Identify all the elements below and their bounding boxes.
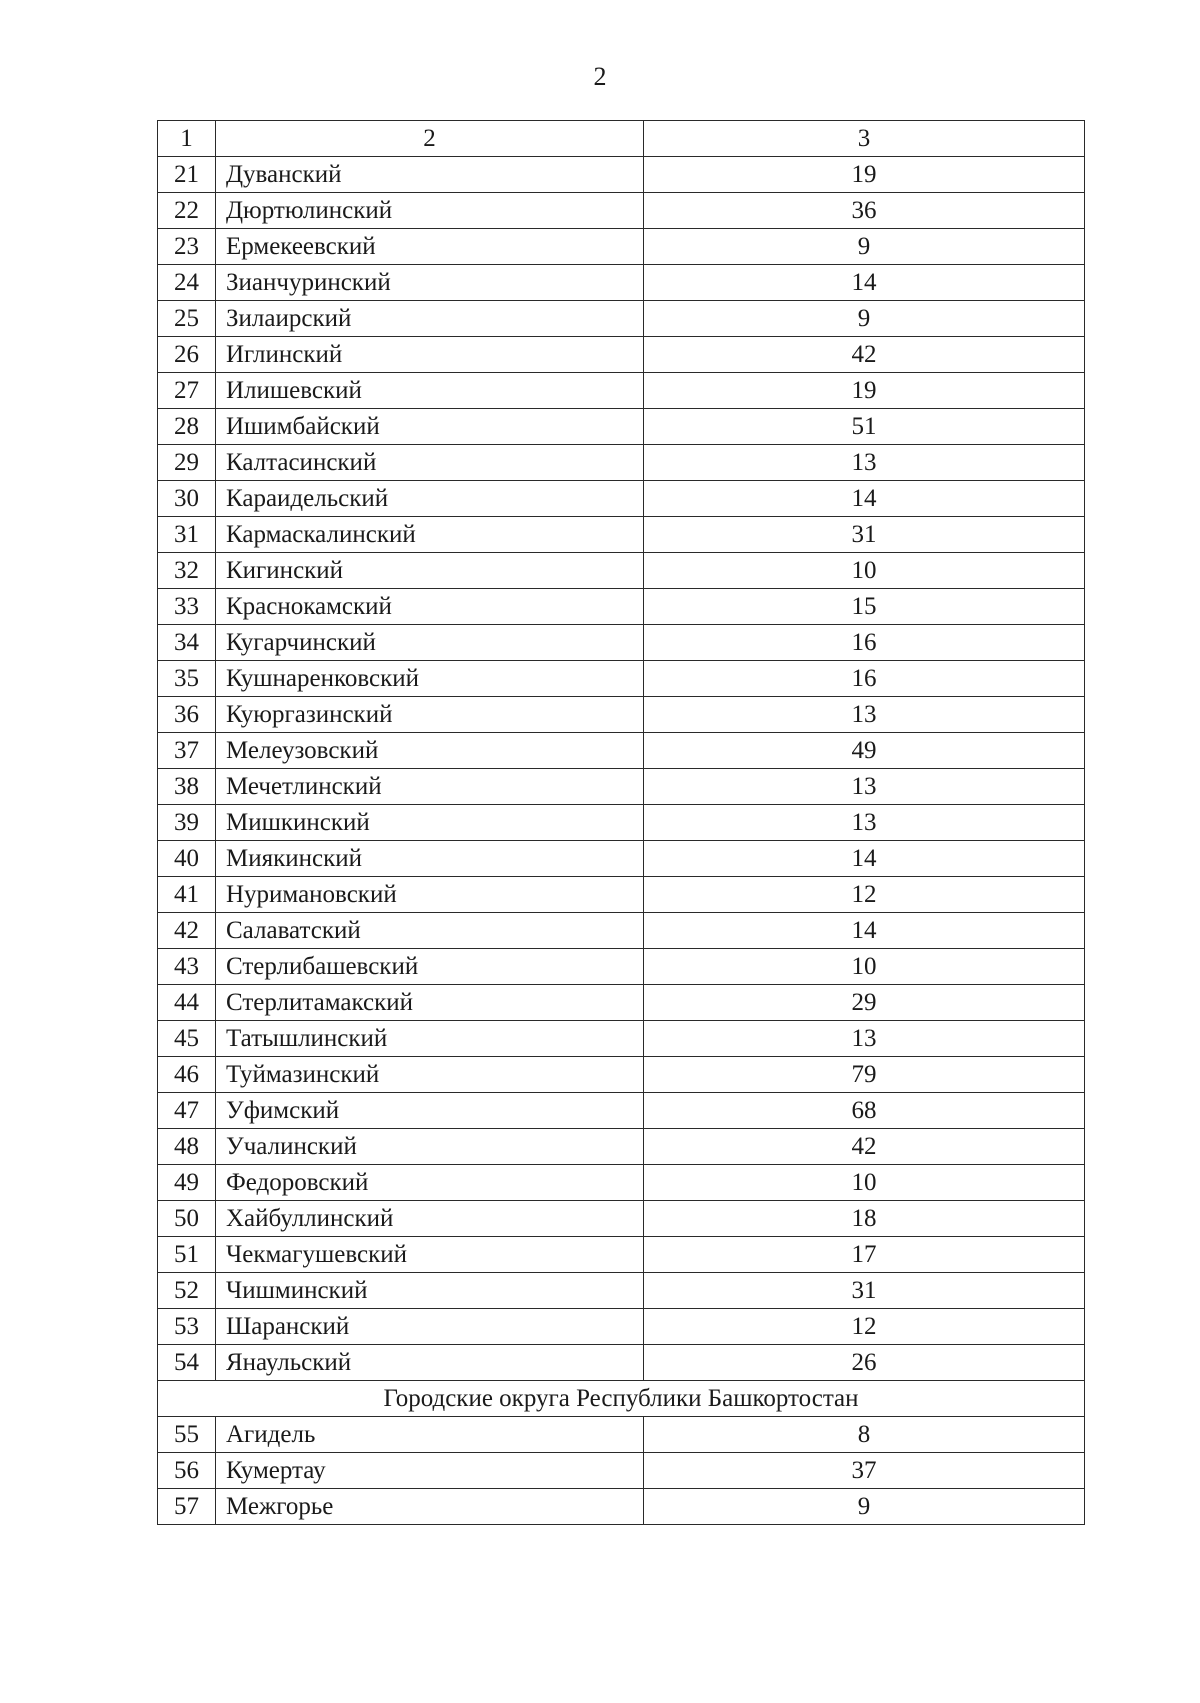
- count-value-cell: 13: [644, 697, 1085, 733]
- header-cell-name: 2: [216, 121, 644, 157]
- row-number-cell: 23: [158, 229, 216, 265]
- table-row: [158, 481, 1085, 517]
- district-name-cell: Чишминский: [216, 1273, 644, 1309]
- count-value-cell: 68: [644, 1093, 1085, 1129]
- district-name-cell: Зианчуринский: [216, 265, 644, 301]
- row-number-cell: 34: [158, 625, 216, 661]
- district-name-cell: Стерлибашевский: [216, 949, 644, 985]
- count-value-cell: 14: [644, 265, 1085, 301]
- table-row: [158, 1489, 1085, 1525]
- count-value-cell: 14: [644, 481, 1085, 517]
- table-row: [158, 697, 1085, 733]
- count-value-cell: 10: [644, 1165, 1085, 1201]
- district-name-cell: Куюргазинский: [216, 697, 644, 733]
- count-value-cell: 12: [644, 877, 1085, 913]
- table-row: [158, 1453, 1085, 1489]
- table-row: [158, 445, 1085, 481]
- count-value-cell: 79: [644, 1057, 1085, 1093]
- row-number-cell: 52: [158, 1273, 216, 1309]
- count-value-cell: 31: [644, 1273, 1085, 1309]
- district-name-cell: Межгорье: [216, 1489, 644, 1525]
- count-value-cell: 37: [644, 1453, 1085, 1489]
- count-value-cell: 9: [644, 229, 1085, 265]
- table-row: [158, 589, 1085, 625]
- row-number-cell: 21: [158, 157, 216, 193]
- table-row: [158, 1201, 1085, 1237]
- row-number-cell: 28: [158, 409, 216, 445]
- table-row: [158, 913, 1085, 949]
- count-value-cell: 10: [644, 553, 1085, 589]
- row-number-cell: 46: [158, 1057, 216, 1093]
- count-value-cell: 13: [644, 805, 1085, 841]
- count-value-cell: 10: [644, 949, 1085, 985]
- district-name-cell: Кармаскалинский: [216, 517, 644, 553]
- table-row: [158, 1129, 1085, 1165]
- table-row: [158, 517, 1085, 553]
- district-name-cell: Калтасинский: [216, 445, 644, 481]
- header-cell-value: 3: [644, 121, 1085, 157]
- table-row: [158, 625, 1085, 661]
- table-row: [158, 805, 1085, 841]
- table-row: [158, 985, 1085, 1021]
- table-row: [158, 1309, 1085, 1345]
- count-value-cell: 42: [644, 337, 1085, 373]
- count-value-cell: 14: [644, 913, 1085, 949]
- districts-table: [157, 120, 1085, 1525]
- count-value-cell: 29: [644, 985, 1085, 1021]
- count-value-cell: 19: [644, 157, 1085, 193]
- district-name-cell: Янаульский: [216, 1345, 644, 1381]
- district-name-cell: Илишевский: [216, 373, 644, 409]
- table-header-row: [158, 121, 1085, 157]
- section-title: Городские округа Республики Башкортостан: [158, 1381, 1085, 1417]
- district-name-cell: Хайбуллинский: [216, 1201, 644, 1237]
- district-name-cell: Краснокамский: [216, 589, 644, 625]
- row-number-cell: 31: [158, 517, 216, 553]
- district-name-cell: Кумертау: [216, 1453, 644, 1489]
- district-name-cell: Туймазинский: [216, 1057, 644, 1093]
- row-number-cell: 26: [158, 337, 216, 373]
- table-row: [158, 229, 1085, 265]
- row-number-cell: 39: [158, 805, 216, 841]
- table-row: [158, 265, 1085, 301]
- district-name-cell: Кигинский: [216, 553, 644, 589]
- row-number-cell: 49: [158, 1165, 216, 1201]
- count-value-cell: 51: [644, 409, 1085, 445]
- count-value-cell: 16: [644, 625, 1085, 661]
- table-row: [158, 337, 1085, 373]
- row-number-cell: 25: [158, 301, 216, 337]
- row-number-cell: 32: [158, 553, 216, 589]
- district-name-cell: Кугарчинский: [216, 625, 644, 661]
- district-name-cell: Учалинский: [216, 1129, 644, 1165]
- district-name-cell: Чекмагушевский: [216, 1237, 644, 1273]
- district-name-cell: Нуримановский: [216, 877, 644, 913]
- row-number-cell: 53: [158, 1309, 216, 1345]
- row-number-cell: 35: [158, 661, 216, 697]
- row-number-cell: 22: [158, 193, 216, 229]
- row-number-cell: 55: [158, 1417, 216, 1453]
- district-name-cell: Ермекеевский: [216, 229, 644, 265]
- row-number-cell: 36: [158, 697, 216, 733]
- row-number-cell: 45: [158, 1021, 216, 1057]
- table-row: [158, 1345, 1085, 1381]
- row-number-cell: 50: [158, 1201, 216, 1237]
- count-value-cell: 26: [644, 1345, 1085, 1381]
- table-body: [158, 121, 1085, 1525]
- count-value-cell: 8: [644, 1417, 1085, 1453]
- district-name-cell: Мелеузовский: [216, 733, 644, 769]
- district-name-cell: Караидельский: [216, 481, 644, 517]
- table-row: [158, 1165, 1085, 1201]
- table-row: [158, 1021, 1085, 1057]
- count-value-cell: 15: [644, 589, 1085, 625]
- count-value-cell: 36: [644, 193, 1085, 229]
- district-name-cell: Шаранский: [216, 1309, 644, 1345]
- count-value-cell: 31: [644, 517, 1085, 553]
- header-cell-num: 1: [158, 121, 216, 157]
- count-value-cell: 18: [644, 1201, 1085, 1237]
- district-name-cell: Кушнаренковский: [216, 661, 644, 697]
- row-number-cell: 40: [158, 841, 216, 877]
- district-name-cell: Мечетлинский: [216, 769, 644, 805]
- district-name-cell: Дюртюлинский: [216, 193, 644, 229]
- table-row: [158, 949, 1085, 985]
- row-number-cell: 44: [158, 985, 216, 1021]
- table-row: [158, 373, 1085, 409]
- district-name-cell: Агидель: [216, 1417, 644, 1453]
- count-value-cell: 14: [644, 841, 1085, 877]
- table-row: [158, 733, 1085, 769]
- table-row: [158, 409, 1085, 445]
- table-row: [158, 193, 1085, 229]
- table-row: [158, 301, 1085, 337]
- table-row: [158, 877, 1085, 913]
- row-number-cell: 57: [158, 1489, 216, 1525]
- table-row: [158, 553, 1085, 589]
- table-row: [158, 1057, 1085, 1093]
- district-name-cell: Иглинский: [216, 337, 644, 373]
- count-value-cell: 13: [644, 769, 1085, 805]
- table-row: [158, 1237, 1085, 1273]
- table-row: [158, 661, 1085, 697]
- table-row: [158, 1093, 1085, 1129]
- row-number-cell: 48: [158, 1129, 216, 1165]
- table-row: [158, 841, 1085, 877]
- row-number-cell: 37: [158, 733, 216, 769]
- row-number-cell: 51: [158, 1237, 216, 1273]
- row-number-cell: 41: [158, 877, 216, 913]
- district-name-cell: Зилаирский: [216, 301, 644, 337]
- count-value-cell: 9: [644, 301, 1085, 337]
- section-row: [158, 1381, 1085, 1417]
- count-value-cell: 49: [644, 733, 1085, 769]
- count-value-cell: 13: [644, 1021, 1085, 1057]
- row-number-cell: 42: [158, 913, 216, 949]
- district-name-cell: Дуванский: [216, 157, 644, 193]
- table-row: [158, 769, 1085, 805]
- row-number-cell: 54: [158, 1345, 216, 1381]
- count-value-cell: 13: [644, 445, 1085, 481]
- count-value-cell: 17: [644, 1237, 1085, 1273]
- row-number-cell: 27: [158, 373, 216, 409]
- row-number-cell: 43: [158, 949, 216, 985]
- row-number-cell: 33: [158, 589, 216, 625]
- district-name-cell: Салаватский: [216, 913, 644, 949]
- count-value-cell: 16: [644, 661, 1085, 697]
- count-value-cell: 9: [644, 1489, 1085, 1525]
- row-number-cell: 30: [158, 481, 216, 517]
- district-name-cell: Ишимбайский: [216, 409, 644, 445]
- district-name-cell: Мишкинский: [216, 805, 644, 841]
- table-row: [158, 1273, 1085, 1309]
- row-number-cell: 56: [158, 1453, 216, 1489]
- district-name-cell: Федоровский: [216, 1165, 644, 1201]
- row-number-cell: 38: [158, 769, 216, 805]
- count-value-cell: 12: [644, 1309, 1085, 1345]
- page-number: 2: [593, 62, 607, 91]
- row-number-cell: 29: [158, 445, 216, 481]
- count-value-cell: 19: [644, 373, 1085, 409]
- row-number-cell: 24: [158, 265, 216, 301]
- row-number-cell: 47: [158, 1093, 216, 1129]
- district-name-cell: Миякинский: [216, 841, 644, 877]
- table-row: [158, 1417, 1085, 1453]
- count-value-cell: 42: [644, 1129, 1085, 1165]
- district-name-cell: Татышлинский: [216, 1021, 644, 1057]
- district-name-cell: Уфимский: [216, 1093, 644, 1129]
- table-row: [158, 157, 1085, 193]
- district-name-cell: Стерлитамакский: [216, 985, 644, 1021]
